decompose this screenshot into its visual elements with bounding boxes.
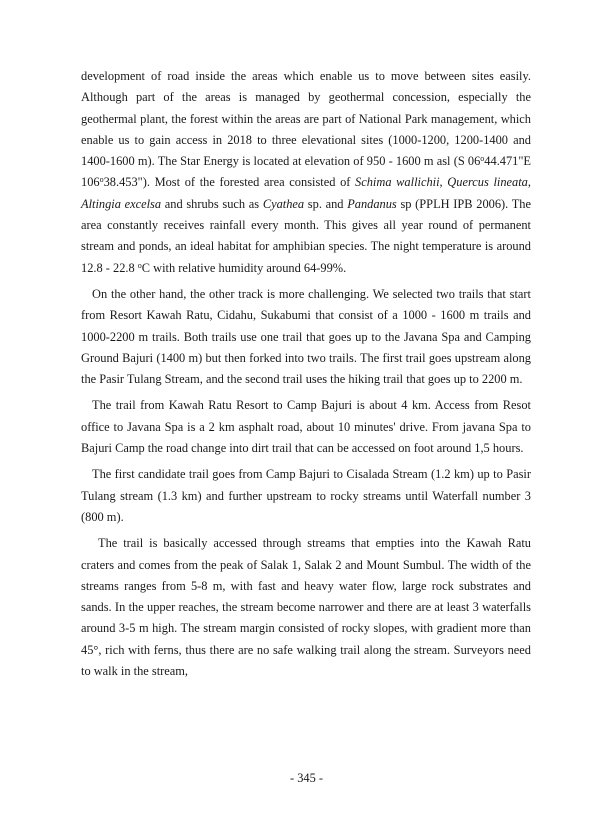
superscript: o [137,260,142,270]
body-text [81,66,531,682]
paragraph-1 [81,66,531,279]
paragraph-2 [81,284,531,390]
text-run: development of road inside the areas which enable us to move between sites easily. Although part of the areas is managed by geothermal concession, especially the geothermal plant, the forest within the areas are part of National Park management, which enable us to gain access in 2018 to three elevational sites (1000-1200, 1200-1400 and 1400-1600 m). The Star Energy is located at elevation of 950 - 1600 m asl (S 06 [81,69,531,169]
paragraph-5 [81,533,531,682]
text-run: sp (PPLH IPB 2006). The area constantly receives rainfall every month. This gives all year round of permanent stream and ponds, an ideal habitat for amphibian species. The night temperature is around 12.8 - 22.8 [81,196,531,275]
text-run: 38.453"). Most of the forested area consisted of [103,175,356,190]
italic-term: Schima wallichii [355,175,440,190]
text-run: The trail from Kawah Ratu Resort to Camp Bajuri is about 4 km. Access from Resot office to Javana Spa is a 2 km asphalt road, about 10 minutes' drive. From javana Spa to Bajuri Camp the road change into dirt trail that can be accessed on foot around 1,5 hours. [81,398,531,456]
text-run: The first candidate trail goes from Camp Bajuri to Cisalada Stream (1.2 km) up to Pasir Tulang stream (1.3 km) and further upstream to rocky streams until Waterfall number 3 (800 m). [81,467,531,524]
italic-term: Cyathea [262,196,305,211]
text-run: and shrubs such as [161,196,263,211]
text-run: The trail is basically accessed through streams that empties into the Kawah Ratu craters and comes from the peak of Salak 1, Salak 2 and Mount Sumbul. The width of the streams ranges from 5-8 m, with fast and heavy water flow, large rock substrates and sands. In the upper reaches, the stream become narrower and there are at least 3 waterfalls around 3-5 m high. The stream margin consisted of rocky slopes, with gradient more than 45°, rich with ferns, thus there are no safe walking trail along the stream. Surveyors need to walk in the stream, [81,536,531,679]
text-run: On the other hand, the other track is more challenging. We selected two trails that start from Resort Kawah Ratu, Cidahu, Sukabumi that consist of a 1000 - 1600 m trails and 1000-2200 m trails. Both trails use one trail that goes up to the Javana Spa and Camping Ground Bajuri (1400 m) but then forked into two trails. The first trail goes upstream along the Pasir Tulang Stream, and the second trail uses the hiking trail that goes up to 2200 m. [81,286,531,387]
superscript: o [99,175,104,185]
text-run: sp. and [304,196,348,211]
text-run: , [527,175,531,190]
italic-term: Pandanus [347,196,397,211]
text-run: , [439,175,448,190]
superscript: o [480,154,485,164]
paragraph-3 [81,395,531,459]
text-run: C with relative humidity around 64-99%. [141,260,347,275]
paragraph-4 [81,464,531,528]
text-run: 44.471"E 106 [81,154,531,190]
page-number: - 345 - [289,771,324,785]
italic-term: Altingia excelsa [81,196,162,211]
italic-term: Quercus lineata [447,175,528,190]
